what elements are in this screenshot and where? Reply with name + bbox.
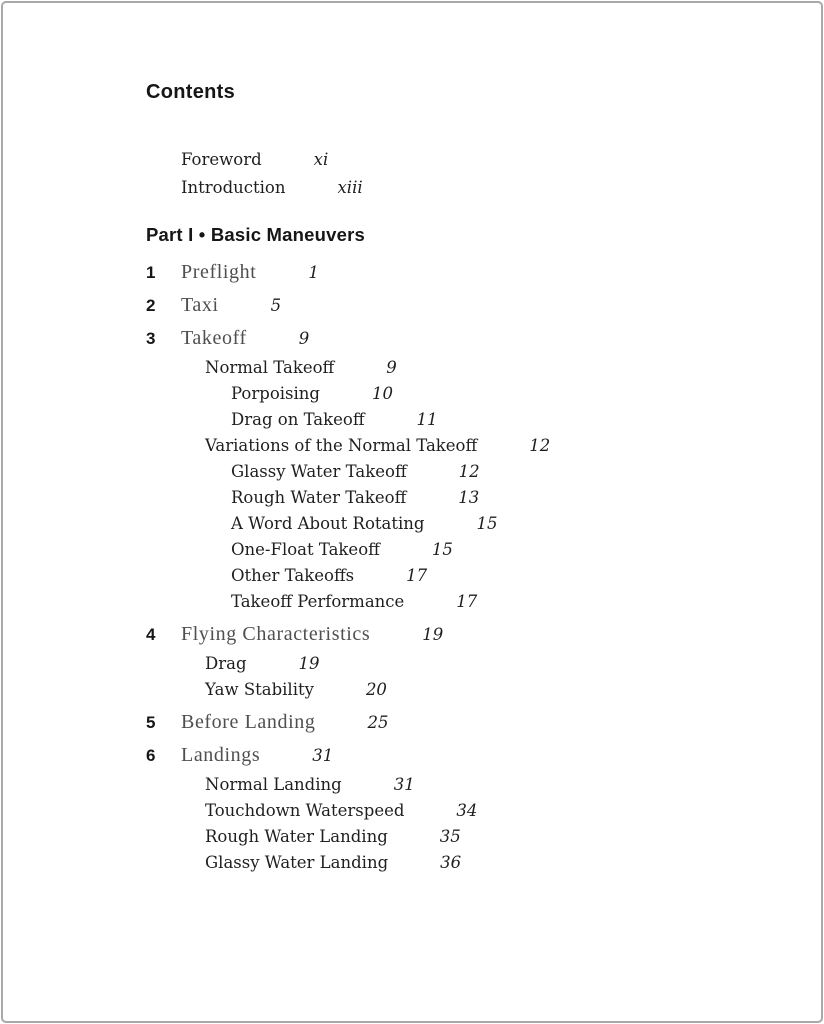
section-page-number: 9 [386, 358, 397, 377]
chapter-page-number: 9 [298, 329, 310, 348]
section-label: Drag on Takeoff [231, 410, 365, 429]
section-label: Drag [205, 654, 247, 673]
section-label: Normal Landing [205, 775, 342, 794]
section-entry [146, 589, 781, 615]
front-matter-entry [181, 146, 781, 174]
section-label: Other Takeoffs [231, 566, 355, 585]
chapter-title: Taxi [181, 294, 219, 316]
chapter-title: Before Landing [181, 711, 316, 733]
section-entry [146, 459, 781, 485]
chapter-number: 3 [146, 329, 156, 348]
section-label: Yaw Stability [205, 680, 314, 699]
chapter-page-number: 25 [367, 713, 389, 732]
chapter-entry [146, 620, 781, 648]
section-page-number: 17 [456, 592, 478, 611]
entry-label: Foreword [181, 150, 262, 169]
section-page-number: 31 [393, 775, 415, 794]
front-matter-list [181, 146, 781, 202]
chapter-page-number: 31 [312, 746, 334, 765]
part-heading: Part I • Basic Maneuvers [146, 224, 365, 245]
chapter-list [146, 258, 781, 876]
chapter-number: 2 [146, 296, 156, 315]
section-entry [146, 677, 781, 703]
section-label: Glassy Water Takeoff [231, 462, 407, 481]
chapter-entry [146, 258, 781, 286]
chapter-number: 5 [146, 713, 156, 732]
toc-content [3, 3, 821, 876]
entry-page-number: xiii [337, 178, 363, 197]
section-entry [146, 651, 781, 677]
section-entry [146, 772, 781, 798]
chapter-entry [146, 741, 781, 769]
chapter-title: Preflight [181, 261, 257, 283]
section-page-number: 36 [440, 853, 462, 872]
chapter-page-number: 1 [308, 263, 319, 282]
section-page-number: 15 [476, 514, 498, 533]
section-page-number: 11 [416, 410, 438, 429]
section-entry [146, 433, 781, 459]
section-entry [146, 511, 781, 537]
section-page-number: 17 [406, 566, 428, 585]
chapter-entry [146, 708, 781, 736]
chapter-number: 6 [146, 746, 156, 765]
section-entry [146, 381, 781, 407]
section-page-number: 10 [371, 384, 393, 403]
section-label: A Word About Rotating [231, 514, 425, 533]
section-entry [146, 824, 781, 850]
section-label: Porpoising [231, 384, 320, 403]
section-page-number: 19 [298, 654, 320, 673]
chapter-title: Flying Characteristics [181, 623, 371, 645]
chapter-title: Takeoff [181, 327, 247, 349]
section-label: Takeoff Performance [231, 592, 405, 611]
entry-label: Introduction [181, 178, 286, 197]
section-entry [146, 355, 781, 381]
section-page-number: 12 [458, 462, 480, 481]
section-entry [146, 850, 781, 876]
book-page [1, 1, 823, 1023]
chapter-number: 4 [146, 625, 156, 644]
chapter-page-number: 19 [422, 625, 444, 644]
section-page-number: 15 [431, 540, 453, 559]
section-label: Glassy Water Landing [205, 853, 389, 872]
chapter-entry [146, 291, 781, 319]
chapter-title: Landings [181, 744, 261, 766]
section-entry [146, 798, 781, 824]
section-label: Normal Takeoff [205, 358, 335, 377]
section-entry [146, 537, 781, 563]
section-page-number: 35 [439, 827, 461, 846]
section-entry [146, 485, 781, 511]
section-label: Rough Water Takeoff [231, 488, 407, 507]
section-label: Touchdown Waterspeed [205, 801, 405, 820]
entry-page-number: xi [313, 150, 329, 169]
section-page-number: 13 [458, 488, 480, 507]
section-entry [146, 563, 781, 589]
section-label: Rough Water Landing [205, 827, 388, 846]
section-page-number: 20 [365, 680, 387, 699]
section-page-number: 12 [529, 436, 551, 455]
contents-heading: Contents [146, 81, 236, 103]
section-label: Variations of the Normal Takeoff [205, 436, 478, 455]
chapter-page-number: 5 [270, 296, 282, 315]
chapter-number: 1 [146, 263, 156, 282]
front-matter-entry [181, 174, 781, 202]
section-page-number: 34 [456, 801, 478, 820]
section-label: One-Float Takeoff [231, 540, 380, 559]
chapter-entry [146, 324, 781, 352]
section-entry [146, 407, 781, 433]
